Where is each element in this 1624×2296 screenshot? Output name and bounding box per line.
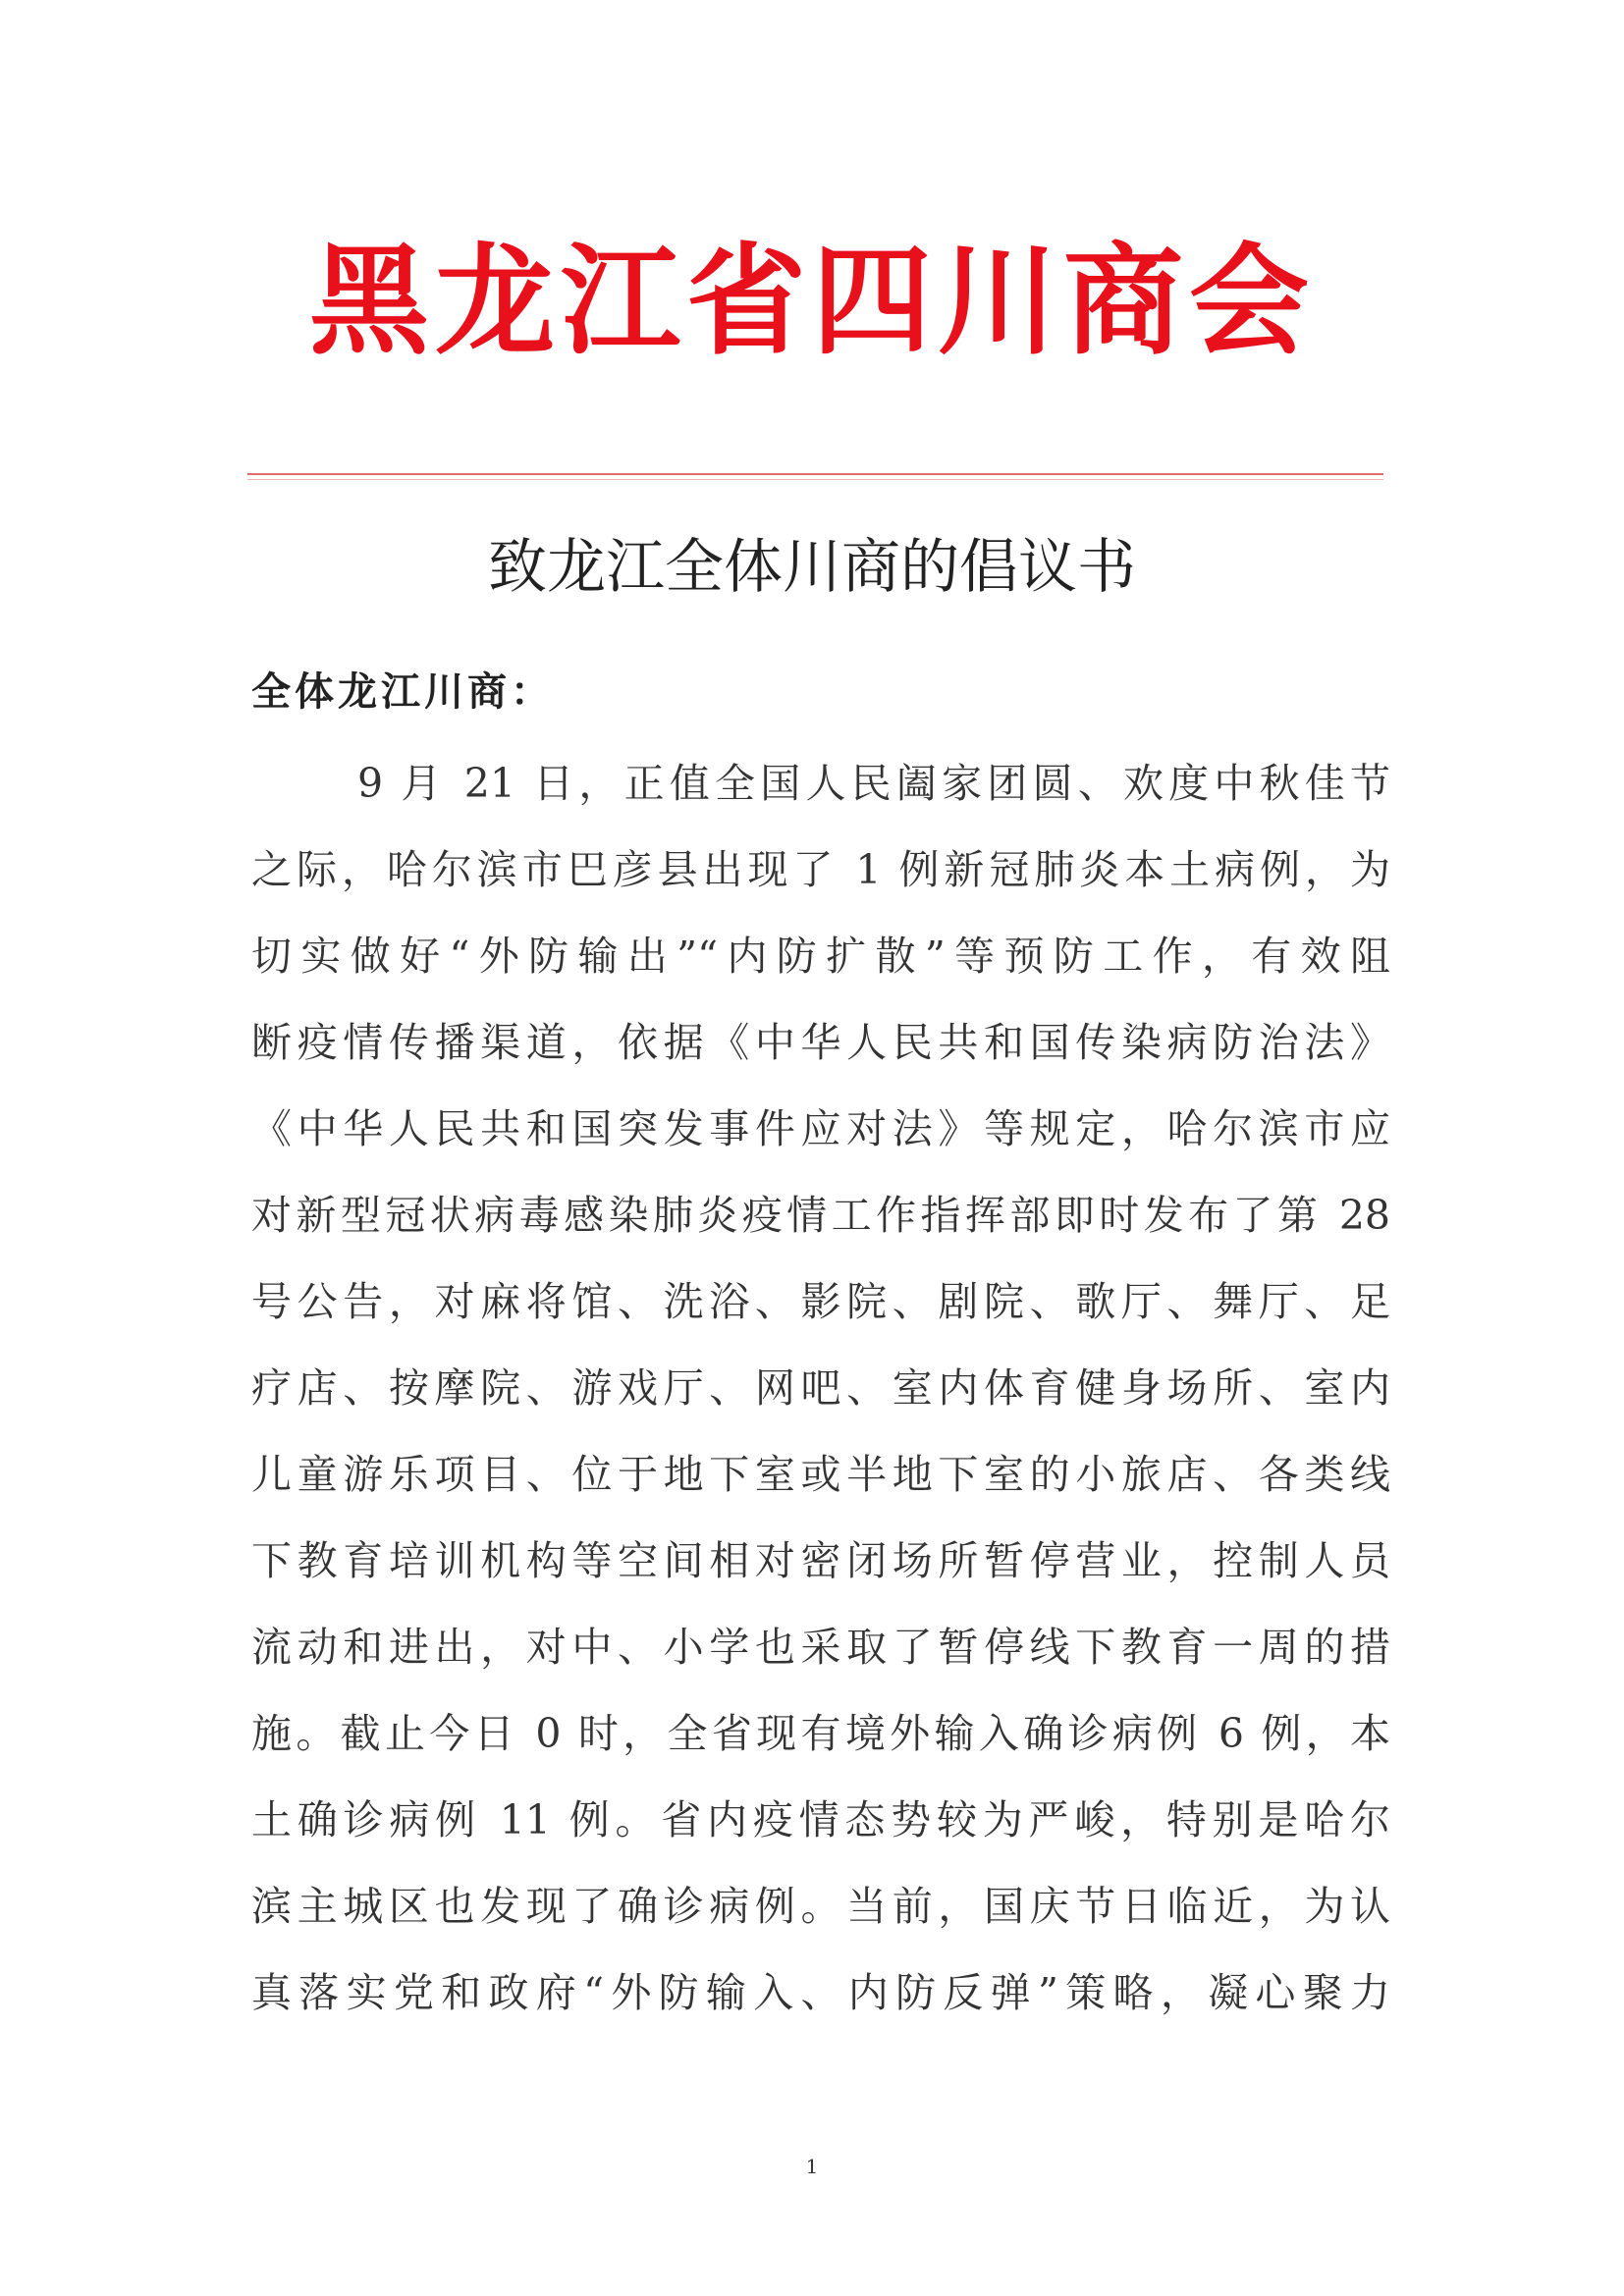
body-line: 9 月 21 日，正值全国人民阖家团圆、欢度中秋佳节 — [357, 760, 1390, 807]
body-line: 对新型冠状病毒感染肺炎疫情工作指挥部即时发布了第 28 — [251, 1192, 1390, 1239]
body-line: 切实做好“外防输出”“内防扩散”等预防工作，有效阻 — [251, 933, 1390, 980]
salutation: 全体龙江川商： — [251, 668, 554, 715]
body-line: 流动和进出，对中、小学也采取了暂停线下教育一周的措 — [251, 1624, 1390, 1671]
body-line: 号公告，对麻将馆、洗浴、影院、剧院、歌厅、舞厅、足 — [251, 1278, 1390, 1325]
body-line: 之际，哈尔滨市巴彦县出现了 1 例新冠肺炎本土病例，为 — [251, 846, 1390, 893]
body-line: 《中华人民共和国突发事件应对法》等规定，哈尔滨市应 — [251, 1105, 1390, 1152]
body-line: 施。截止今日 0 时，全省现有境外输入确诊病例 6 例，本 — [251, 1710, 1390, 1757]
body-line: 下教育培训机构等空间相对密闭场所暂停营业，控制人员 — [251, 1537, 1390, 1584]
body-line: 儿童游乐项目、位于地下室或半地下室的小旅店、各类线 — [251, 1451, 1390, 1498]
letterhead-divider-secondary — [247, 479, 1383, 480]
page-number: 1 — [805, 2155, 819, 2178]
body-line: 真落实党和政府“外防输入、内防反弹”策略，凝心聚力 — [251, 1969, 1390, 2016]
body-paragraph — [251, 754, 1390, 2050]
document-title: 致龙江全体川商的倡议书 — [488, 533, 1136, 602]
organization-letterhead: 黑龙江省四川商会 — [309, 232, 1315, 371]
body-line: 断疫情传播渠道，依据《中华人民共和国传染病防治法》 — [251, 1019, 1390, 1066]
body-line: 疗店、按摩院、游戏厅、网吧、室内体育健身场所、室内 — [251, 1364, 1390, 1412]
letterhead-divider — [247, 473, 1383, 475]
body-line: 滨主城区也发现了确诊病例。当前，国庆节日临近，为认 — [251, 1883, 1390, 1930]
body-line: 土确诊病例 11 例。省内疫情态势较为严峻，特别是哈尔 — [251, 1796, 1390, 1843]
